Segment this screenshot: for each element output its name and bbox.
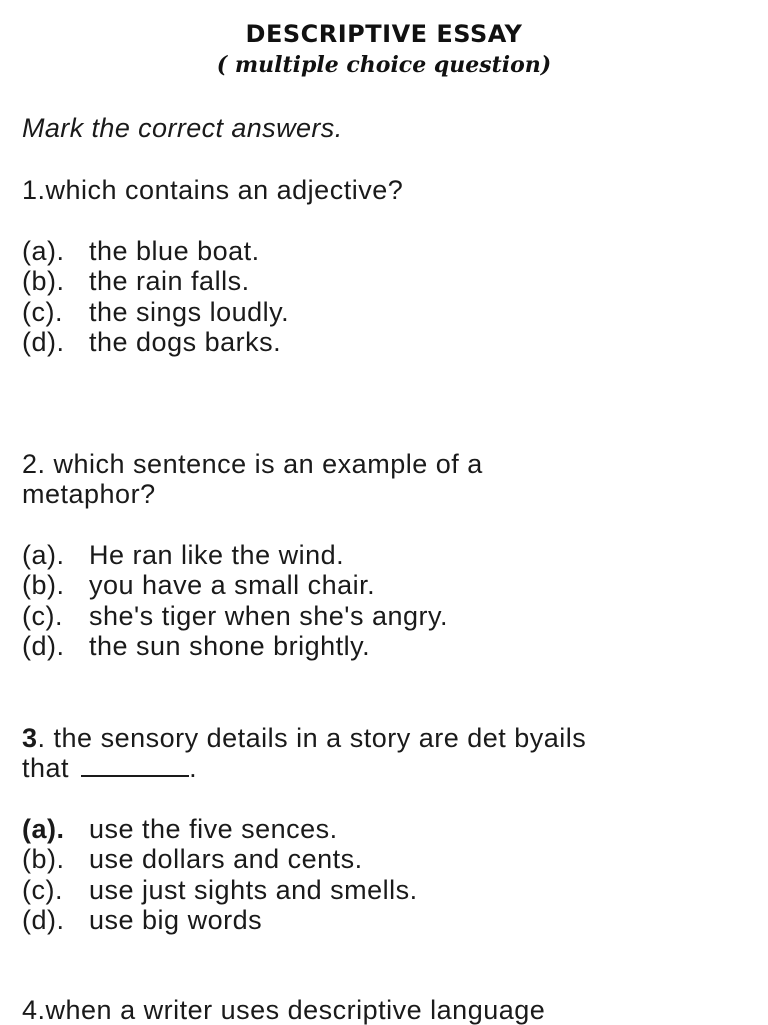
page-title: DESCRIPTIVE ESSAY	[245, 20, 523, 48]
option-letter: (d).	[22, 631, 65, 661]
option-text: the rain falls.	[89, 266, 250, 296]
option-letter: (c).	[22, 297, 63, 327]
option-letter: (b).	[22, 844, 65, 874]
question-4-partial-text: 4.when a writer uses descriptive language	[22, 995, 546, 1025]
question-2-option-b[interactable]	[22, 570, 375, 600]
question-3-option-d[interactable]	[22, 905, 262, 935]
question-3-text-line-1	[22, 723, 586, 753]
option-letter: (a).	[22, 814, 65, 844]
instruction-text: Mark the correct answers.	[22, 113, 343, 143]
option-text: the sun shone brightly.	[89, 631, 371, 661]
question-3-option-c[interactable]	[22, 875, 418, 905]
answer-blank[interactable]	[81, 753, 189, 777]
option-text: use dollars and cents.	[89, 844, 363, 874]
question-1-option-b[interactable]	[22, 266, 250, 296]
option-letter: (c).	[22, 601, 63, 631]
option-letter: (b).	[22, 570, 65, 600]
question-2-option-c[interactable]	[22, 601, 448, 631]
question-3-text-line-2	[22, 753, 197, 783]
option-text: she's tiger when she's angry.	[89, 601, 448, 631]
option-text: the blue boat.	[89, 236, 260, 266]
question-text: that	[22, 753, 70, 783]
option-letter: (a).	[22, 540, 65, 570]
question-2-text-line-2: metaphor?	[22, 479, 156, 509]
option-text: He ran like the wind.	[89, 540, 345, 570]
option-letter: (d).	[22, 327, 65, 357]
question-3-option-b[interactable]	[22, 844, 363, 874]
option-text: the sings loudly.	[89, 297, 290, 327]
question-text: . the sensory details in a story are det byails	[37, 723, 587, 753]
question-1-option-c[interactable]	[22, 297, 289, 327]
page-subtitle: ( multiple choice question)	[216, 52, 552, 78]
question-1-option-d[interactable]	[22, 327, 281, 357]
question-2-option-a[interactable]	[22, 540, 344, 570]
question-2-text-line-1: 2. which sentence is an example of a	[22, 449, 483, 479]
option-letter: (b).	[22, 266, 65, 296]
option-letter: (d).	[22, 905, 65, 935]
question-2-option-d[interactable]	[22, 631, 370, 661]
option-text: use just sights and smells.	[89, 875, 418, 905]
question-number: 3	[22, 723, 38, 753]
question-3-option-a[interactable]	[22, 814, 338, 844]
option-text: use big words	[89, 905, 263, 935]
question-text-end: .	[189, 753, 198, 783]
question-1-text: 1.which contains an adjective?	[22, 175, 404, 205]
option-text: use the five sences.	[89, 814, 338, 844]
question-1-option-a[interactable]	[22, 236, 260, 266]
option-text: you have a small chair.	[89, 570, 376, 600]
option-letter: (c).	[22, 875, 63, 905]
option-letter: (a).	[22, 236, 65, 266]
option-text: the dogs barks.	[89, 327, 282, 357]
